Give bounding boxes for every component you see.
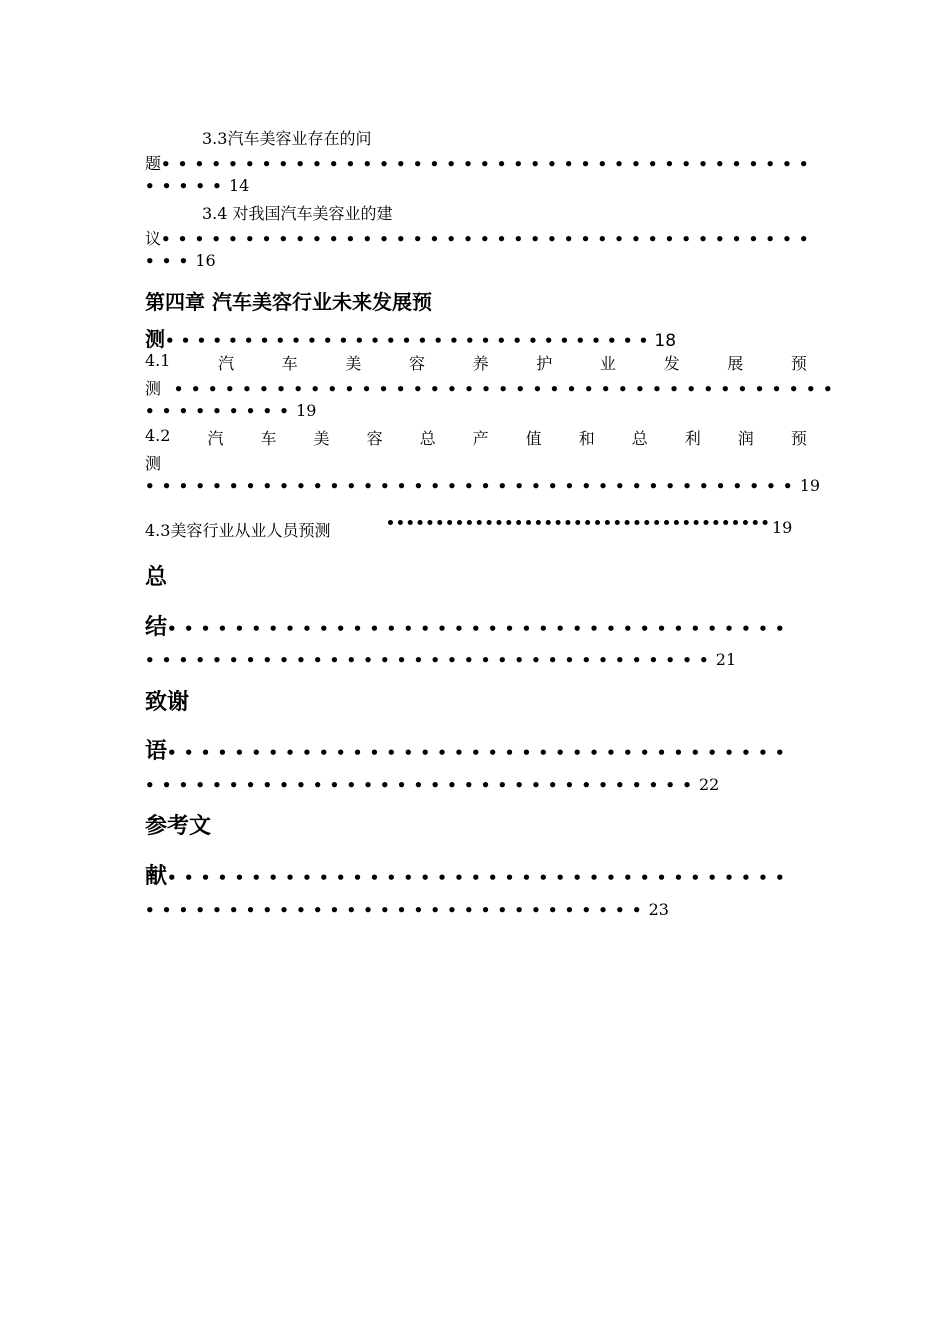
entry-4-2-c9: 利 xyxy=(684,429,701,448)
toc-entry-4-1-line xyxy=(145,376,840,399)
entry-4-2-c11: 预 xyxy=(790,429,807,448)
leader-dots: ••••••••• xyxy=(145,402,297,420)
toc-entry-3-4-title: 3.4 对我国汽车美容业的建 xyxy=(202,204,393,223)
entry-4-2-c0: 汽 xyxy=(207,429,224,448)
toc-entry-4-3-title: 4.3美容行业从业人员预测 xyxy=(145,521,331,540)
toc-chapter-4-title xyxy=(145,286,432,315)
toc-entry-4-2-title xyxy=(145,426,807,449)
summary-b: 结 xyxy=(145,615,168,640)
leader-dots: •••••••••••••••••••••••••••••• xyxy=(145,901,649,919)
toc-thanks-line xyxy=(145,734,792,765)
toc-entry-3-4-line xyxy=(145,226,816,249)
leader-dots: ••••••••••••••••••••••••••••••••••••• xyxy=(167,744,792,762)
page-number-4-1: 19 xyxy=(296,401,317,420)
leader-dots: ••••••••••••••••••••••••••••••••••••••• xyxy=(161,230,816,248)
entry-4-2-c3: 容 xyxy=(366,429,383,448)
leader-rule xyxy=(388,520,768,525)
toc-summary-a: 总 xyxy=(145,565,168,590)
page-number-3-4: 16 xyxy=(195,251,216,270)
toc-refs-line xyxy=(145,859,792,890)
leader-dots: ••••• xyxy=(145,177,229,195)
toc-entry-3-3-cont: 题 xyxy=(145,154,162,173)
leader-dots: ••••••••••••••••••••••••••••••• xyxy=(165,332,655,350)
thanks-b: 语 xyxy=(145,739,168,764)
toc-refs-a: 参考文 xyxy=(145,814,212,839)
entry-4-1-c5: 护 xyxy=(536,354,553,373)
entry-4-1-c3: 容 xyxy=(409,354,426,373)
leader-dots: ••••••••••••••••••••••••••••••••••••••• xyxy=(161,380,841,398)
page-number-4-3: 19 xyxy=(772,518,793,537)
entry-4-2-c5: 产 xyxy=(472,429,489,448)
entry-4-2-c1: 车 xyxy=(260,429,277,448)
entry-4-2-c6: 值 xyxy=(525,429,542,448)
toc-entry-4-1-title xyxy=(145,351,807,374)
toc-refs-tail xyxy=(145,900,669,919)
page-number-refs: 23 xyxy=(648,900,669,919)
toc-entry-4-2-tail xyxy=(145,476,820,495)
entry-4-1-c6: 业 xyxy=(599,354,616,373)
toc-summary-line xyxy=(145,610,792,641)
toc-entry-4-2-cont: 测 xyxy=(145,454,162,473)
toc-entry-4-1-tail xyxy=(145,401,316,420)
leader-dots: •••••••••••••••••••••••••••••••••• xyxy=(145,651,716,669)
leader-dots: ••••••••••••••••••••••••••••••••••••••• xyxy=(161,155,816,173)
entry-4-2-c2: 美 xyxy=(313,429,330,448)
entry-4-2-c4: 总 xyxy=(419,429,436,448)
entry-4-1-c8: 展 xyxy=(727,354,744,373)
toc-entry-3-3-line xyxy=(145,151,816,174)
toc-chapter-4-line xyxy=(145,323,676,352)
entry-4-1-c0: 汽 xyxy=(218,354,235,373)
toc-thanks-tail xyxy=(145,775,719,794)
entry-4-1-c9: 预 xyxy=(790,354,807,373)
entry-4-1-c4: 养 xyxy=(472,354,489,373)
chapter-4-title-text: 第四章 汽车美容行业未来发展预 xyxy=(145,290,432,314)
toc-summary-tail xyxy=(145,650,736,669)
entry-4-1-c1: 车 xyxy=(281,354,298,373)
entry-4-2-c7: 和 xyxy=(578,429,595,448)
entry-4-1-num: 4.1 xyxy=(145,351,171,370)
page-number-summary: 21 xyxy=(715,650,737,669)
chapter-4-cont: 测 xyxy=(145,327,165,351)
toc-entry-3-3-title: 3.3汽车美容业存在的问 xyxy=(202,129,372,148)
leader-dots: ••• xyxy=(145,252,196,270)
entry-4-2-c10: 润 xyxy=(737,429,754,448)
page-number-3-3: 14 xyxy=(228,176,250,195)
entry-4-1-c7: 发 xyxy=(663,354,680,373)
toc-entry-3-3-tail xyxy=(145,176,249,195)
toc-entry-3-4-tail xyxy=(145,251,216,270)
entry-4-1-c2: 美 xyxy=(345,354,362,373)
entry-4-1-cont: 测 xyxy=(145,379,162,398)
toc-thanks-a: 致谢 xyxy=(145,690,190,715)
leader-dots: ••••••••••••••••••••••••••••••••••••• xyxy=(167,869,792,887)
entry-4-2-num: 4.2 xyxy=(145,426,171,445)
leader-dots: ••••••••••••••••••••••••••••••••••••••• xyxy=(145,477,800,495)
entry-4-2-c8: 总 xyxy=(631,429,648,448)
toc-entry-3-4-cont: 议 xyxy=(145,229,162,248)
page-number-ch4: 18 xyxy=(654,331,677,351)
page-number-thanks: 22 xyxy=(698,775,720,794)
refs-b: 献 xyxy=(145,864,168,889)
page-number-4-2: 19 xyxy=(799,476,821,495)
leader-dots: ••••••••••••••••••••••••••••••••••••• xyxy=(167,620,792,638)
leader-dots: ••••••••••••••••••••••••••••••••• xyxy=(145,776,699,794)
